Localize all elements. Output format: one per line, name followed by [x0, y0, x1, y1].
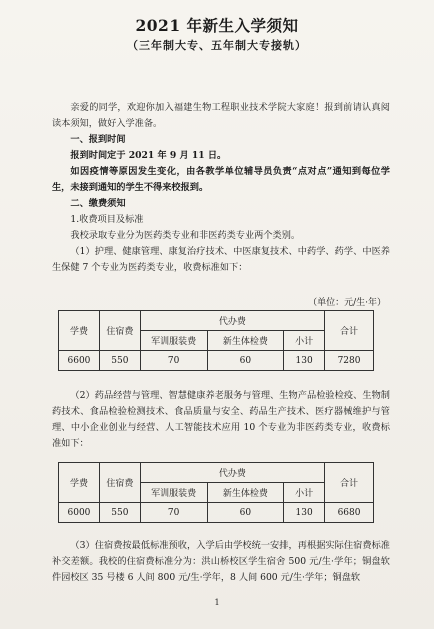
cell-lodging: 550 — [99, 503, 140, 523]
section-heading-registration: 一、报到时间 — [70, 134, 126, 145]
body-bottom — [52, 538, 390, 586]
fee-item-text: 我校录取专业分为医药类专业和非医药类专业两个类别。 — [70, 230, 301, 241]
cell-uniform: 70 — [140, 503, 207, 523]
header-agency-fee: 代办费 — [140, 311, 324, 331]
cell-tuition: 6600 — [59, 351, 100, 371]
section-heading-fees: 二、缴费须知 — [70, 198, 126, 209]
fee-item-title: 1.收费项目及标准 — [70, 214, 144, 225]
page-number: 1 — [214, 598, 220, 607]
unit-label: （单位：元/生·年） — [308, 298, 386, 308]
header-total: 合计 — [325, 311, 374, 351]
cell-subtotal: 130 — [284, 503, 325, 523]
fee-table-non-medical — [58, 462, 374, 523]
cell-subtotal: 130 — [284, 351, 325, 371]
body-top — [52, 100, 390, 276]
header-lodging: 住宿费 — [99, 311, 140, 351]
header-tuition: 学费 — [59, 463, 100, 503]
header-exam: 新生体检费 — [207, 483, 284, 503]
registration-time: 报到时间定于 2021 年 9 月 11 日。 — [70, 150, 227, 161]
medical-majors-paragraph: （1）护理、健康管理、康复治疗技术、中医康复技术、中药学、药学、中医养生保健 7 个专业为医药类专业，收费标准如下： — [52, 246, 390, 273]
intro-paragraph: 亲爱的同学，欢迎你加入福建生物工程职业技术学院大家庭！报到前请认真阅读本须知，做好入学准备。 — [52, 102, 390, 129]
header-subtotal: 小计 — [284, 331, 325, 351]
header-total: 合计 — [325, 463, 374, 503]
cell-lodging: 550 — [99, 351, 140, 371]
lodging-paragraph: （3）住宿费按最低标准预收，入学后由学校统一安排，再根据实际住宿费标准补交差额。我校的住宿费标准分为：洪山桥校区学生宿舍 500 元/生·学年；铜盘软件园校区 35 号楼 6 人间 800 元/生·学年，8 人间 600 元/生·学年；铜盘软 — [52, 540, 390, 583]
non-medical-majors-paragraph: （2）药品经营与管理、智慧健康养老服务与管理、生物产品检验检疫、生物制药技术、食品检验检测技术、食品质量与安全、药品生产技术、医疗器械维护与管理、中小企业创业与经营、人工智能技术应用 10 个专业为非医药类专业，收费标准如下： — [52, 390, 390, 449]
page-title: 2021 年新生入学须知 — [135, 16, 299, 35]
page-subtitle: （三年制大专、五年制大专接轨） — [127, 39, 307, 52]
cell-uniform: 70 — [140, 351, 207, 371]
header-subtotal: 小计 — [284, 483, 325, 503]
cell-total: 7280 — [325, 351, 374, 371]
header-exam: 新生体检费 — [207, 331, 284, 351]
header-tuition: 学费 — [59, 311, 100, 351]
header-lodging: 住宿费 — [99, 463, 140, 503]
cell-tuition: 6000 — [59, 503, 100, 523]
cell-exam: 60 — [207, 351, 284, 371]
body-middle — [52, 388, 390, 452]
cell-exam: 60 — [207, 503, 284, 523]
cell-total: 6680 — [325, 503, 374, 523]
header-agency-fee: 代办费 — [140, 463, 324, 483]
header-uniform: 军训服装费 — [140, 331, 207, 351]
fee-table-medical — [58, 310, 374, 371]
header-uniform: 军训服装费 — [140, 483, 207, 503]
registration-notice: 如因疫情等原因发生变化，由各教学单位辅导员负责“点对点”通知到每位学生，未接到通知的学生不得来校报到。 — [52, 166, 390, 193]
